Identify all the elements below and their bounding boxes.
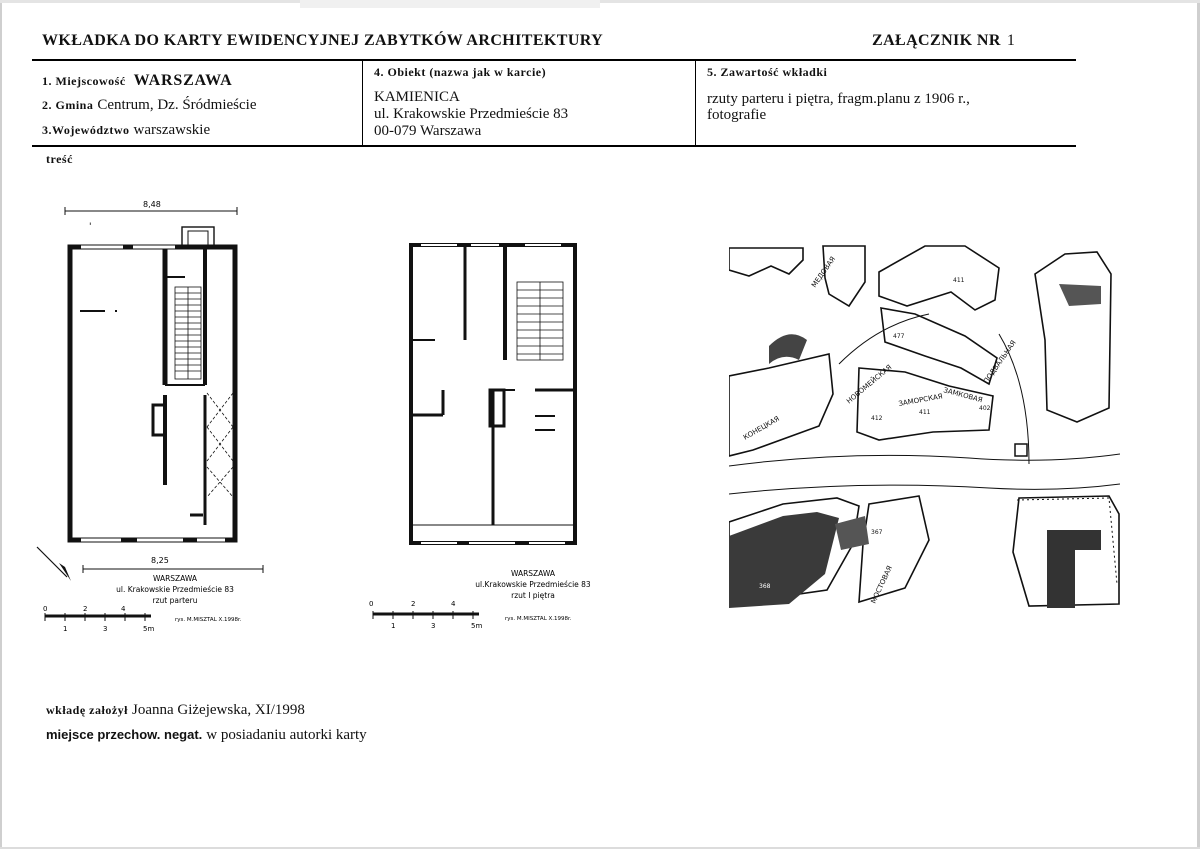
- locality-label: 1. Miejscowość: [42, 74, 126, 88]
- commune-field: [42, 96, 256, 114]
- contents-line-1: rzuty parteru i piętra, fragm.planu z 1906 r.,: [707, 91, 970, 107]
- map-label-5: ПОДВАЛЬНАЯ: [982, 338, 1018, 386]
- map-label-3: КОНЕЦКАЯ: [742, 414, 781, 442]
- table-bottom-rule: [32, 145, 1076, 147]
- ground-author: rys. M.MISZTAL X.1998r.: [175, 617, 242, 623]
- first-caption-kind: rzut I piętra: [511, 591, 555, 600]
- map-label-4: ЗАМКОВАЯ: [942, 386, 984, 405]
- founded-row: [46, 701, 305, 719]
- ground-floor-plan: [25, 195, 285, 640]
- form-title: WKŁADKA DO KARTY EWIDENCYJNEJ ZABYTKÓW ARCHITEKTURY: [42, 32, 604, 49]
- column-divider-1: [362, 59, 363, 147]
- map-num-4: 412: [871, 415, 883, 422]
- attachment-heading: [872, 32, 1015, 50]
- ground-dim-bottom: 8,25: [151, 556, 169, 565]
- ground-caption-address: ul. Krakowskie Przedmieście 83: [116, 585, 234, 594]
- voivodeship-value: warszawskie: [133, 122, 211, 138]
- first-scale-0: 0: [369, 600, 374, 608]
- contents-line-2: fotografie: [707, 107, 767, 123]
- ground-scale-1: 1: [63, 625, 68, 633]
- contents-label: 5. Zawartość wkładki: [707, 65, 828, 79]
- table-top-rule: [32, 59, 1076, 61]
- svg-text:': ': [89, 222, 92, 232]
- first-caption-address: ul.Krakowskie Przedmieście 83: [475, 580, 591, 589]
- ground-caption-city: WARSZAWA: [152, 574, 198, 583]
- first-floor-plan: [365, 230, 625, 635]
- founded-value: Joanna Giżejewska, XI/1998: [132, 702, 305, 718]
- locality-value: WARSZAWA: [133, 72, 233, 89]
- first-scale-3: 3: [431, 622, 436, 630]
- ground-caption-kind: rzut parteru: [152, 596, 198, 605]
- voivodeship-label: 3.Województwo: [42, 123, 130, 137]
- scan-top-edge: [0, 0, 1200, 12]
- storage-value: w posiadaniu autorki karty: [206, 727, 367, 743]
- first-scale-1: 1: [391, 622, 396, 630]
- ground-scale-5: 5m: [143, 625, 155, 633]
- ground-scale-3: 3: [103, 625, 108, 633]
- page-edge-left: [0, 0, 2, 849]
- ground-dim-top: 8,48: [143, 200, 161, 209]
- map-label-1: МЕДОВАЯ: [810, 255, 838, 290]
- map-label-7: МОСТОВАЯ: [869, 564, 895, 605]
- map-num-2: 411: [953, 277, 965, 284]
- map-num-5: 367: [871, 529, 883, 536]
- ground-scale-4: 4: [121, 605, 126, 613]
- tresc-label: treść: [46, 152, 73, 166]
- column-divider-2: [695, 59, 696, 147]
- locality-field: [42, 72, 233, 90]
- historic-map-fragment: [729, 244, 1120, 608]
- map-num-7: 402: [979, 405, 991, 412]
- object-postcode: 00-079 Warszawa: [374, 123, 482, 139]
- attachment-number: 1: [1006, 32, 1016, 49]
- map-label-6: ЗАМОРСКАЯ: [897, 392, 944, 408]
- map-label-2: НОВОМЕЙСКАЯ: [845, 363, 894, 406]
- first-author: rys. M.MISZTAL X.1998r.: [505, 616, 572, 622]
- ground-scale-2: 2: [83, 605, 88, 613]
- storage-row: [46, 726, 367, 744]
- first-caption-city: WARSZAWA: [510, 569, 556, 578]
- attachment-label: ZAŁĄCZNIK NR: [872, 32, 1001, 49]
- map-num-3: 411: [919, 409, 931, 416]
- voivodeship-field: [42, 121, 210, 139]
- object-name: KAMIENICA: [374, 89, 460, 105]
- object-address: ul. Krakowskie Przedmieście 83: [374, 106, 569, 122]
- map-num-1: 477: [893, 333, 905, 340]
- first-scale-5: 5m: [471, 622, 483, 630]
- commune-value: Centrum, Dz. Śródmieście: [97, 97, 257, 113]
- commune-label: 2. Gmina: [42, 98, 94, 112]
- map-num-6: 368: [759, 583, 771, 590]
- first-scale-4: 4: [451, 600, 456, 608]
- founded-label: wkładę założył: [46, 703, 128, 717]
- storage-label: miejsce przechow. negat.: [46, 727, 203, 742]
- ground-scale-0: 0: [43, 605, 48, 613]
- object-label: 4. Obiekt (nazwa jak w karcie): [374, 65, 547, 79]
- first-scale-2: 2: [411, 600, 416, 608]
